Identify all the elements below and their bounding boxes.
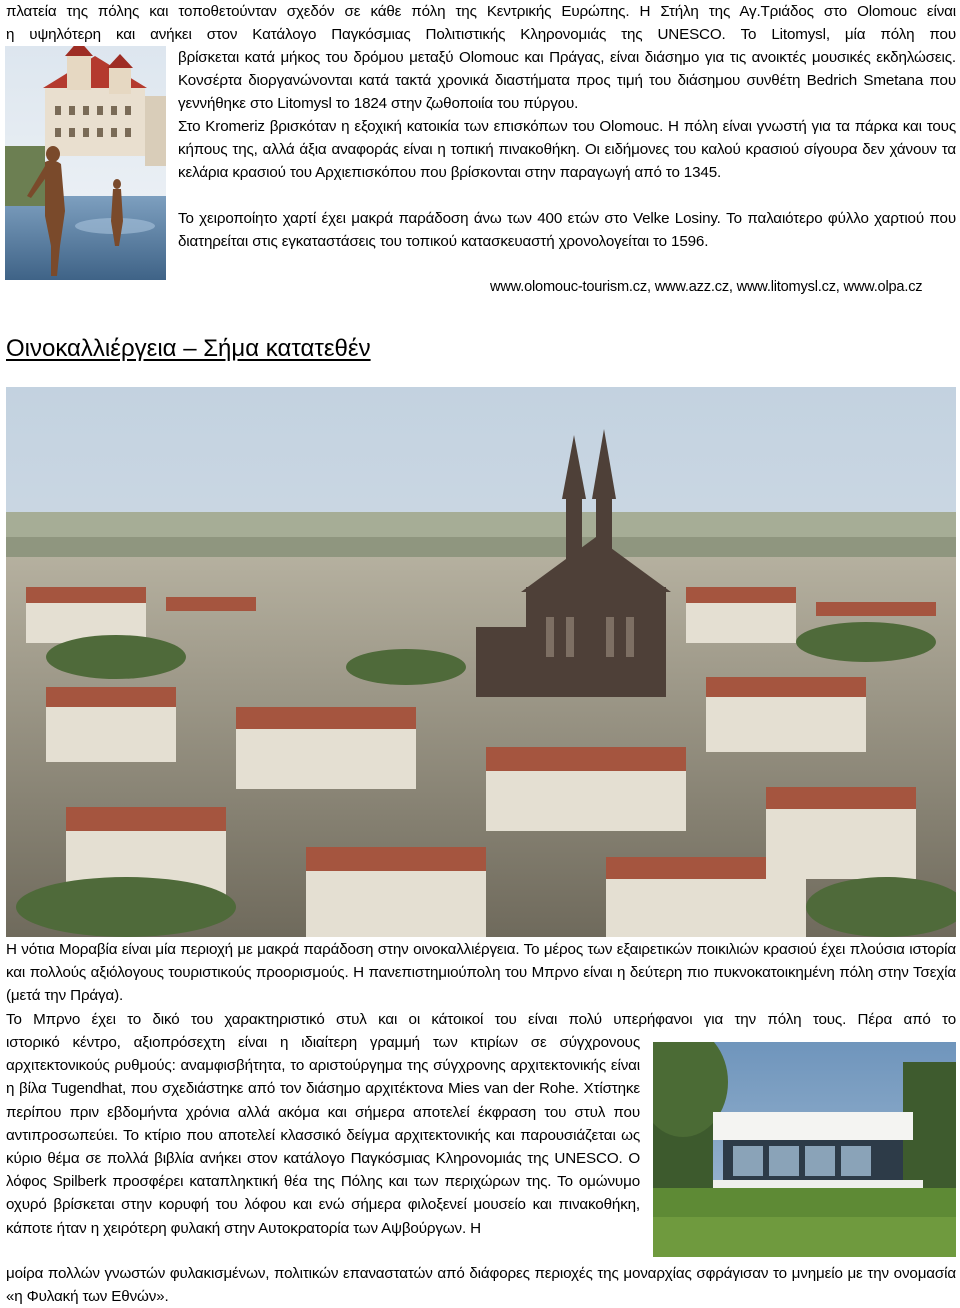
intro-line-2: η υψηλότερη και ανήκει στον Κατάλογο Παγκόσμιας Πολιτιστικής Κληρονομιάς της UNESCO. Το Litomysl, μία πόλη που	[6, 26, 956, 43]
villa-tugendhat-photo	[653, 1042, 956, 1257]
statue-palace-photo	[5, 46, 166, 280]
brno-panorama-photo	[6, 387, 956, 937]
moravia-paragraph: Η νότια Μοραβία είναι μία περιοχή με μακρά παράδοση στην οινοκαλλιέργεια. Το μέρος των εξαιρετικών ποικιλιών κρασιού έχει πλούσια ιστορία και πολλούς αξιόλογους τουριστικούς προορισμούς. Η πανεπιστημιούπολη του Μπρνο είναι η δεύτερη πιο πυκνοκατοικημένη πόλη στην Τσεχία (μετά την Πράγα).	[6, 941, 956, 1005]
litomysl-paragraph: βρίσκεται κατά μήκος του δρόμου μεταξύ Olomouc και Πράγας, είναι διάσημο για τις ανοικτές μουσικές εκδηλώσεις. Κονσέρτα διοργανώνονται κατά τακτά χρονικά διαστήματα προς τιμή του διάσημου συνθέτη Bedrich Smetana που γεννήθηκε στο Litomysl το 1824 στην ζωθοποιία του πύργου.	[178, 49, 956, 113]
intro-line-1: πλατεία της πόλης και τοποθετούνταν σχεδόν σε κάθε πόλη της Κεντρικής Ευρώπης. Η Στήλη της Αγ.Τριάδος στο Olomouc είναι	[6, 3, 956, 20]
brno-line-1: Το Μπρνο έχει το δικό του χαρακτηριστικό στυλ και οι κάτοικοί του είναι πολύ υπερήφανοι για την πόλη τους. Πέρα από το	[6, 1011, 956, 1028]
kromeriz-paragraph: Στο Kromeriz βρισκόταν η εξοχική κατοικία των επισκόπων του Olomouc. Η πόλη είναι γνωστή για τα πάρκα και τους κήπους της, αλλά άξια αναφοράς είναι η τοπική πινακοθήκη. Οι ειδήμονες του καλού κρασιού σίγουρα δεν χάνουν τα κελάρια κρασιού του Αρχιεπισκόπου που βρίσκονται στην παραγωγή από το 1345.	[178, 118, 956, 182]
tourism-links: www.olomouc-tourism.cz, www.azz.cz, www.litomysl.cz, www.olpa.cz	[490, 279, 923, 295]
paper-paragraph: Το χειροποίητο χαρτί έχει μακρά παράδοση άνω των 400 ετών στο Velke Losiny. Το παλαιότερο φύλλο χαρτιού που διατηρείται στις εγκαταστάσεις του τοπικού κατασκευαστή χρονολογείται το 1596.	[178, 210, 956, 251]
brno-paragraph-wrap: ιστορικό κέντρο, αξιοπρόσεχτη είναι η ιδιαίτερη γραμμή των κτιρίων σε σύγχρονους αρχιτεκτονικούς ρυθμούς: αναμφισβήτητα, το αριστούργημα της σύγχρονης αρχιτεκτονικής είναι η βίλα Tugendhat, που σχεδιάστηκε από τον διάσημο αρχιτέκτονα Mies van der Rohe. Χτίστηκε περίπου πριν εβδομήντα χρόνια αλλά ακόμα και σήμερα αποτελεί έκφραση του στυλ που αντιπροσωπεύει. Το κτίριο που αποτελεί κλασσικό δείγμα αρχιτεκτονικής και παρουσιάζεται ως κύριο θέμα σε πολλά βιβλία ανήκει στον κατάλογο Παγκόσμιας Κληρονομιάς της UNESCO. Ο λόφος Spilberk προσφέρει καταπληκτική θέα της Πόλης και των περιχώρων της. Το ομώνυμο οχυρό βρίσκεται στην κορυφή του λόφου και ενώ σήμερα φιλοξενεί μουσείο και πινακοθήκη, κάποτε ήταν η χειρότερη φυλακή στην Αυτοκρατορία των Αψβούργων. Η	[6, 1034, 640, 1237]
section-heading: Οινοκαλλιέργεια – Σήμα κατατεθέν	[6, 335, 371, 362]
brno-paragraph-tail: μοίρα πολλών γνωστών φυλακισμένων, πολιτικών επαναστατών από διάφορες περιοχές της μοναρχίας σφράγισαν το μνημείο με την ονομασία «η Φυλακή των Εθνών».	[6, 1265, 956, 1306]
